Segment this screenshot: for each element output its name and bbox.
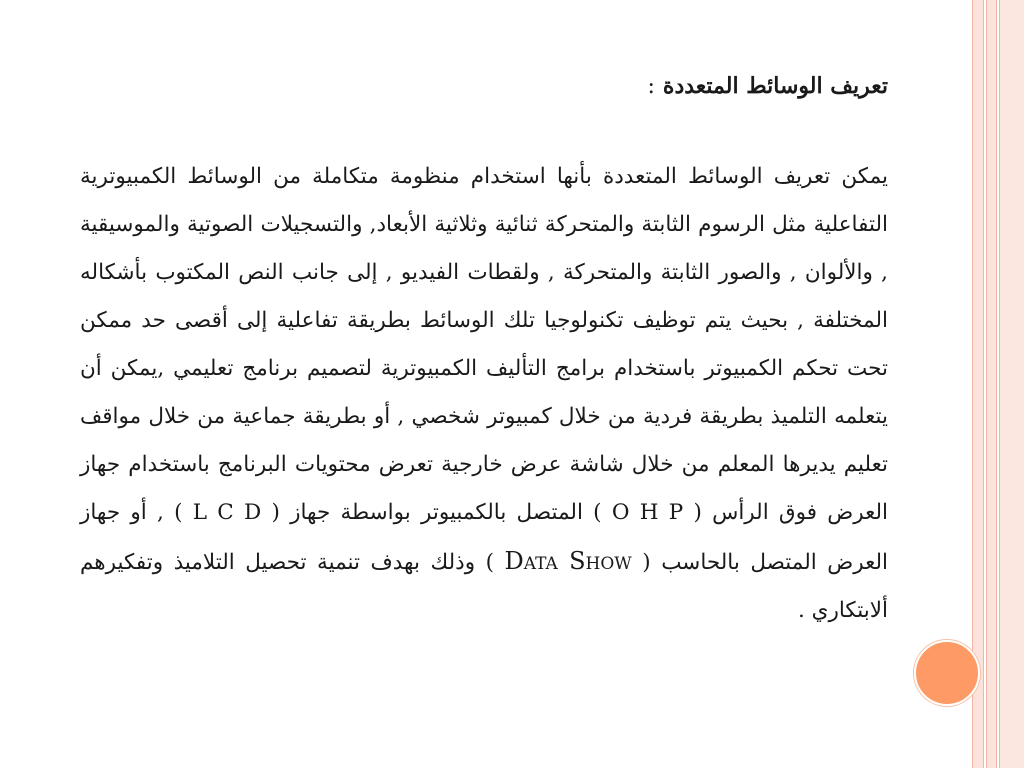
lcd-term: L C D <box>192 500 262 525</box>
data-show-term: Data Show <box>504 547 632 575</box>
body-text-part1: يمكن تعريف الوسائط المتعددة بأنها استخدام منظومة متكاملة من الوسائط الكمبيوترية التفاعلية مثل الرسوم الثابتة والمتحركة ثنائية وثلاثية الأبعاد, والتسجيلات الصوتية والموسيقية , والألوان , والصور الثابتة والمتحركة , ولقطات الفيديو , إلى جانب النص المكتوب بأشكاله المختلفة , بحيث يتم توظيف تكنولوجيا تلك الوسائط بطريقة تفاعلية إلى أقصى حد ممكن تحت تحكم الكمبيوتر باستخدام برامج التأليف الكمبيوترية لتصميم برنامج تعليمي ,يمكن أن يتعلمه التلميذ بطريقة فردية من خلال كمبيوتر شخصي , أو بطريقة جماعية من خلال مواقف تعليم يديرها المعلم من خلال شاشة عرض خارجية تعرض محتويات البرنامج باستخدام جهاز العرض فوق الرأس ( <box>80 164 889 525</box>
body-paragraph <box>80 153 888 635</box>
decorative-stripe <box>999 0 1024 768</box>
decorative-circle <box>914 640 980 706</box>
title-spacer <box>80 115 888 153</box>
slide-title-text: تعريف الوسائط المتعددة <box>662 73 888 99</box>
slide-title-colon: : <box>647 74 655 99</box>
body-text-part4: ) وذلك بهدف تنمية تحصيل التلاميذ وتفكيرهم ألابتكاري . <box>80 550 888 623</box>
ohp-term: O H P <box>611 500 684 525</box>
slide-content <box>80 58 888 635</box>
slide-title <box>80 58 888 115</box>
body-text-part2: ) المتصل بالكمبيوتر بواسطة جهاز ( <box>271 500 602 525</box>
decorative-stripe <box>986 0 997 768</box>
body-text-part3: ) , أو جهاز العرض المتصل بالحاسب ( <box>80 500 888 575</box>
